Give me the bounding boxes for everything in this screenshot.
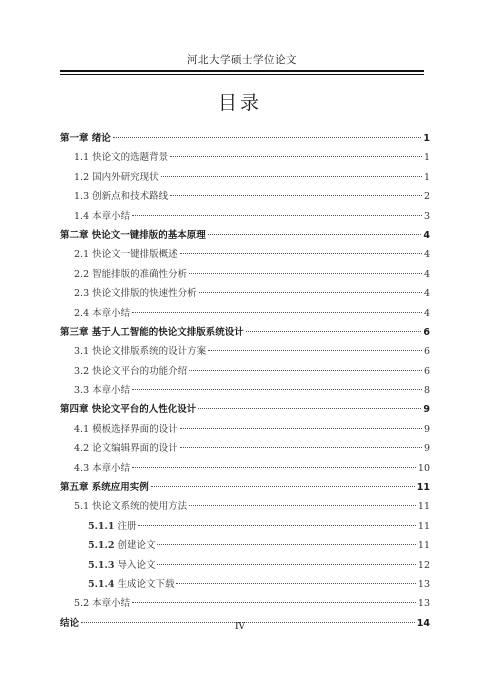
toc-leader-dots (208, 234, 422, 235)
toc-entry-page: 11 (417, 540, 430, 552)
toc-entry-text: 2.2 智能排版的准确性分析 (74, 268, 188, 280)
toc-entry-page: 10 (417, 462, 430, 474)
toc-entry-text: 第三章 基于人工智能的快论文排版系统设计 (60, 326, 244, 338)
toc-entry[interactable] (60, 440, 430, 459)
page-header: 河北大学硕士学位论文 (187, 54, 297, 66)
toc-leader-dots (138, 525, 415, 526)
toc-entry-label (74, 363, 187, 377)
toc-entry-label (60, 324, 244, 338)
page-title: 目录 (217, 92, 262, 114)
toc-entry-label (60, 401, 196, 415)
toc-entry[interactable] (60, 479, 430, 498)
toc-entry-page: 1 (423, 152, 430, 164)
toc-entry-text: 5.1 快论文系统的使用方法 (74, 501, 188, 513)
toc-leader-dots (132, 602, 416, 603)
toc-entry-label (74, 246, 178, 260)
toc-leader-dots (180, 253, 422, 254)
toc-entry-label (88, 518, 136, 532)
toc-leader-dots (208, 350, 422, 351)
toc-leader-dots (189, 370, 422, 371)
toc-entry-number: 5.1.3 (88, 559, 115, 571)
toc-entry-text: 创建论文 (114, 540, 156, 552)
toc-leader-dots (189, 505, 416, 506)
toc-entry-page: 1 (423, 171, 430, 183)
toc-leader-dots (189, 273, 422, 274)
toc-entry-number: 5.1.1 (88, 520, 115, 532)
toc-leader-dots (132, 389, 422, 390)
toc-entry-page: 13 (417, 598, 430, 610)
toc-leader-dots (170, 156, 422, 157)
toc-entry-text: 2.4 本章小结 (74, 307, 131, 319)
toc-entry-text: 导入论文 (114, 559, 156, 571)
toc-entry-text: 注册 (114, 520, 137, 532)
toc-entry[interactable] (60, 285, 430, 304)
toc-entry-text: 3.3 本章小结 (74, 385, 131, 397)
toc-entry-label (60, 227, 206, 241)
toc-entry[interactable] (60, 188, 430, 207)
toc-leader-dots (176, 583, 415, 584)
toc-entry-label (74, 188, 168, 202)
toc-entry-label (74, 343, 206, 357)
toc-entry-page: 14 (416, 617, 430, 629)
toc-entry-label (60, 130, 111, 144)
toc-entry-page: 4 (423, 307, 430, 319)
toc-entry[interactable] (60, 460, 430, 479)
toc-entry[interactable] (60, 576, 430, 595)
toc-entry-text: 1.3 创新点和技术路线 (74, 191, 169, 203)
toc-entry-page: 4 (423, 288, 430, 300)
toc-leader-dots (157, 544, 415, 545)
toc-entry-text: 生成论文下载 (114, 578, 175, 590)
toc-entry-text: 第二章 快论文一键排版的基本原理 (60, 229, 206, 241)
toc-leader-dots (180, 428, 422, 429)
toc-entry-page: 8 (423, 385, 430, 397)
toc-entry-label (74, 305, 130, 319)
toc-leader-dots (151, 486, 415, 487)
toc-entry-text: 1.2 国内外研究现状 (74, 171, 159, 183)
toc-leader-dots (113, 137, 422, 138)
toc-entry[interactable] (60, 266, 430, 285)
toc-entry[interactable] (60, 130, 430, 149)
toc-entry-page: 4 (423, 229, 430, 241)
toc-entry[interactable] (60, 382, 430, 401)
toc-entry[interactable] (60, 537, 430, 556)
toc-entry-text: 4.3 本章小结 (74, 462, 131, 474)
toc-entry[interactable] (60, 305, 430, 324)
toc-entry-label (74, 421, 178, 435)
toc-entry-page: 4 (423, 268, 430, 280)
toc-entry-page: 13 (417, 578, 430, 590)
toc-entry[interactable] (60, 498, 430, 517)
toc-leader-dots (132, 215, 422, 216)
toc-entry-label (74, 149, 168, 163)
toc-entry-text: 结论 (60, 617, 80, 629)
toc-leader-dots (198, 408, 421, 409)
toc-entry-text: 1.4 本章小结 (74, 210, 131, 222)
toc-entry-page: 9 (423, 443, 430, 455)
toc-entry-page: 11 (417, 501, 430, 513)
toc-entry-page: 6 (423, 365, 430, 377)
toc-entry-number: 5.1.4 (88, 578, 115, 590)
toc-leader-dots (157, 564, 415, 565)
toc-entry-text: 5.2 本章小结 (74, 598, 131, 610)
toc-entry[interactable] (60, 246, 430, 265)
toc-entry-label (74, 382, 130, 396)
toc-entry-label (74, 498, 187, 512)
toc-leader-dots (170, 195, 422, 196)
toc-entry-label (88, 576, 174, 590)
toc-entry-page: 4 (423, 249, 430, 261)
toc-entry-number: 5.1.2 (88, 540, 115, 552)
toc-entry-label (74, 460, 130, 474)
table-of-contents (60, 130, 430, 634)
toc-entry-page: 9 (423, 423, 430, 435)
toc-leader-dots (246, 331, 422, 332)
header-rule-thick (60, 70, 424, 72)
toc-entry-text: 4.2 论文编辑界面的设计 (74, 443, 178, 455)
toc-entry[interactable] (60, 169, 430, 188)
toc-leader-dots (180, 447, 422, 448)
toc-entry[interactable] (60, 557, 430, 576)
toc-entry[interactable] (60, 595, 430, 614)
toc-entry-page: 11 (417, 520, 430, 532)
page-number-footer: IV (234, 622, 246, 632)
toc-leader-dots (132, 467, 416, 468)
toc-entry-label (74, 595, 130, 609)
toc-entry-label (74, 208, 130, 222)
toc-entry-label (88, 537, 155, 551)
toc-entry[interactable] (60, 343, 430, 362)
toc-entry-page: 1 (423, 133, 430, 144)
toc-entry-label (60, 479, 149, 493)
toc-leader-dots (199, 292, 422, 293)
toc-entry-label (74, 285, 197, 299)
toc-entry-text: 第四章 快论文平台的人性化设计 (60, 404, 197, 416)
toc-entry-text: 2.1 快论文一键排版概述 (74, 249, 178, 261)
toc-entry-text: 4.1 模板选择界面的设计 (74, 423, 178, 435)
toc-entry[interactable] (60, 363, 430, 382)
toc-entry-text: 第一章 绪论 (60, 133, 111, 144)
toc-leader-dots (132, 312, 422, 313)
toc-entry-page: 2 (423, 191, 430, 203)
toc-entry-page: 6 (423, 326, 430, 338)
toc-entry-text: 3.2 快论文平台的功能介绍 (74, 365, 188, 377)
toc-entry-label (88, 557, 155, 571)
toc-entry-page: 11 (416, 482, 430, 494)
toc-entry[interactable] (60, 518, 430, 537)
toc-entry-page: 9 (423, 404, 430, 416)
toc-entry-page: 6 (423, 346, 430, 358)
toc-entry[interactable] (60, 208, 430, 227)
toc-entry-text: 2.3 快论文排版的快速性分析 (74, 288, 197, 300)
toc-leader-dots (161, 176, 422, 177)
toc-entry[interactable] (60, 227, 430, 246)
toc-entry[interactable] (60, 401, 430, 420)
toc-entry-label (74, 169, 159, 183)
toc-entry[interactable] (60, 149, 430, 168)
header-rule-thin (60, 74, 424, 75)
toc-entry-text: 第五章 系统应用实例 (60, 482, 149, 494)
toc-entry-text: 1.1 快论文的选题背景 (74, 152, 169, 164)
toc-entry[interactable] (60, 421, 430, 440)
toc-entry-page: 12 (417, 559, 430, 571)
toc-entry-label (74, 440, 178, 454)
toc-entry[interactable] (60, 324, 430, 343)
toc-entry-page: 3 (423, 210, 430, 222)
toc-entry-label (74, 266, 187, 280)
toc-entry-text: 3.1 快论文排版系统的设计方案 (74, 346, 207, 358)
